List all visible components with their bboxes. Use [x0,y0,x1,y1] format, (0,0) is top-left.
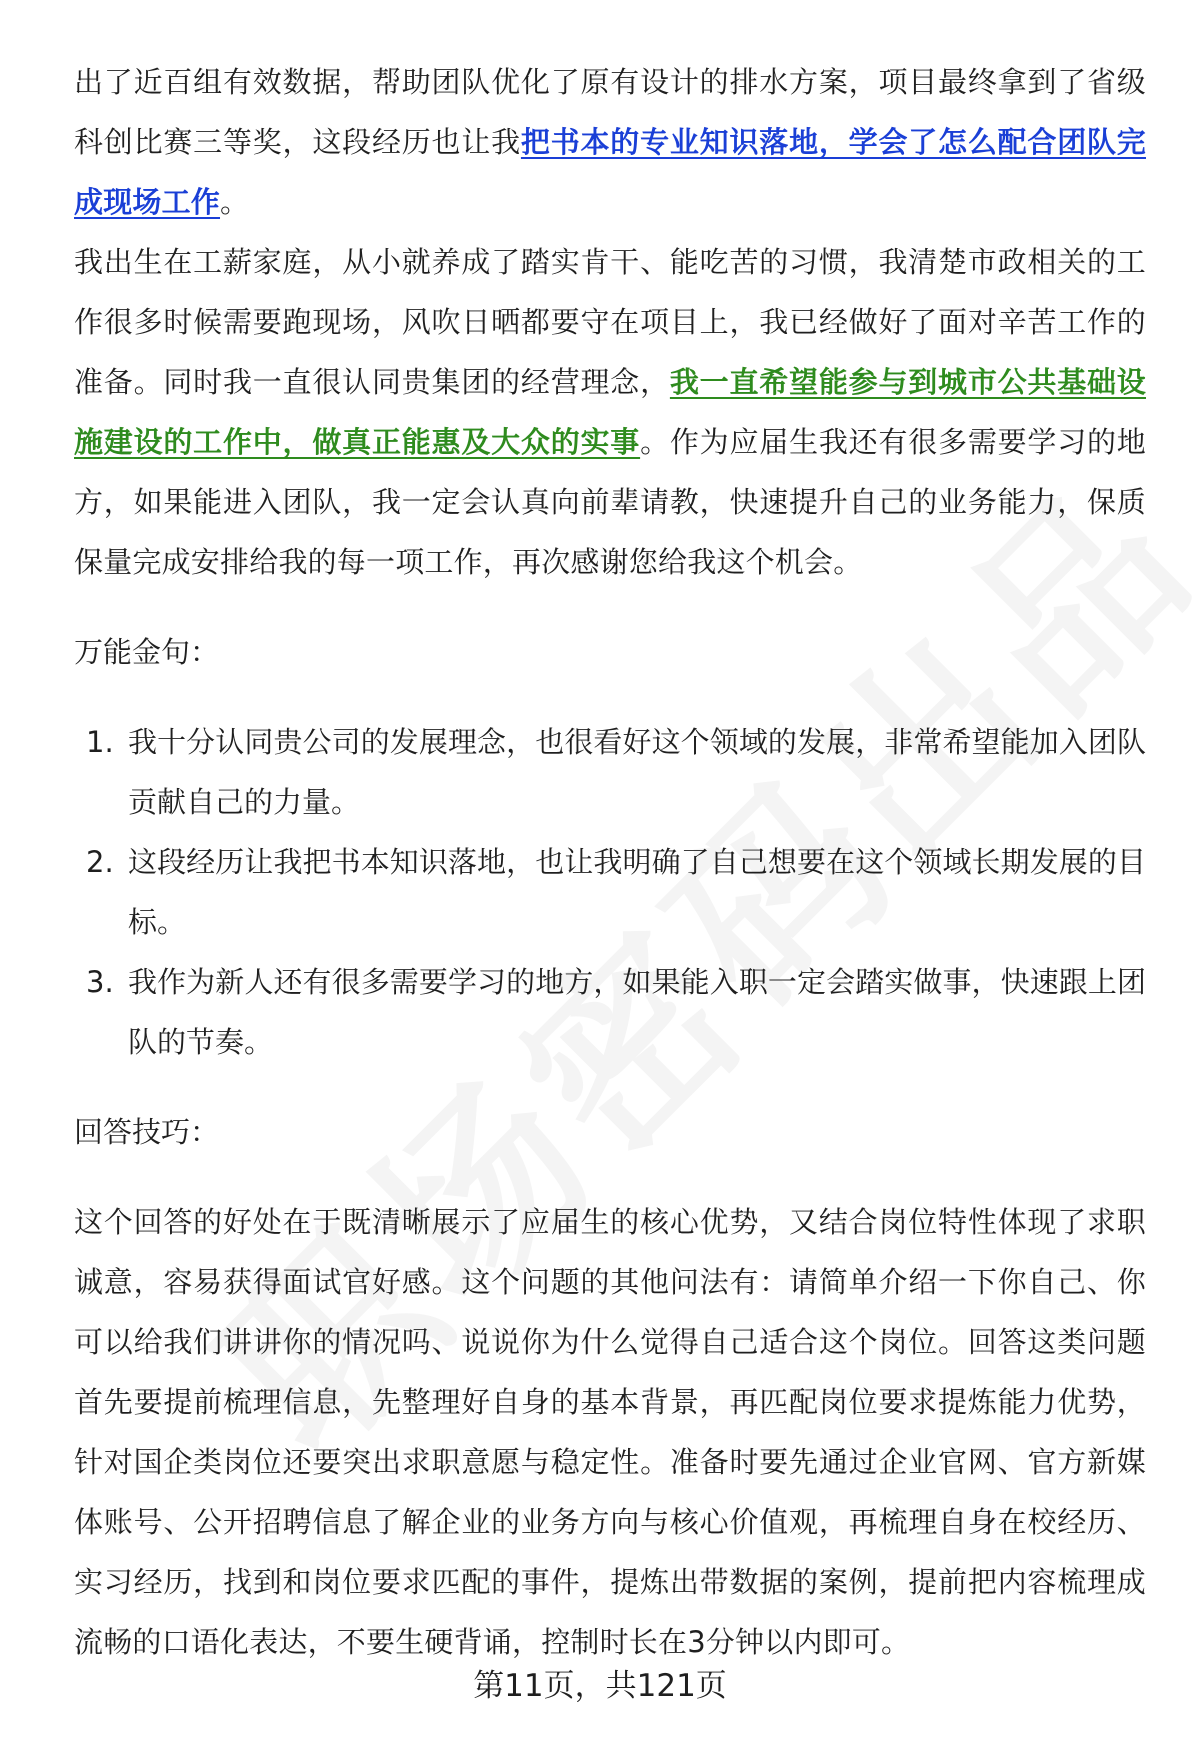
page-number-footer: 第11页，共121页 [473,1668,727,1704]
intro-p1-text: 出了近百组有效数据，帮助团队优化了原有设计的排水方案，项目最终拿到了省级科创比赛三等奖，这段经历也让我 [74,65,1146,159]
intro-p1-end: 。 [220,185,250,219]
golden-sentences-list [74,712,1146,1072]
list-item-number: 1. [86,725,114,759]
intro-p2-highlight: 我一直希望能参与到城市公共基础设施建设的工作中，做真正能惠及大众的实事 [74,365,1146,459]
answer-tips-paragraph: 这个回答的好处在于既清晰展示了应届生的核心优势，又结合岗位特性体现了求职诚意，容易获得面试官好感。这个问题的其他问法有：请简单介绍一下你自己、你可以给我们讲讲你的情况吗、说说你为什么觉得自己适合这个岗位。回答这类问题首先要提前梳理信息，先整理好自身的基本背景，再匹配岗位要求提炼能力优势，针对国企类岗位还要突出求职意愿与稳定性。准备时要先通过企业官网、官方新媒体账号、公开招聘信息了解企业的业务方向与核心价值观，再梳理自身在校经历、实习经历，找到和岗位要求匹配的事件，提炼出带数据的案例，提前把内容梳理成流畅的口语化表达，不要生硬背诵，控制时长在3分钟以内即可。 [74,1205,1146,1659]
list-item-text: 我作为新人还有很多需要学习的地方，如果能入职一定会踏实做事，快速跟上团队的节奏。 [128,965,1146,1059]
list-item [74,832,1146,952]
list-item-number: 2. [86,845,114,879]
golden-sentences-label: 万能金句： [74,635,220,669]
list-item [74,952,1146,1072]
list-item-number: 3. [86,965,114,999]
intro-paragraph-2 [74,232,1146,592]
intro-paragraph-1 [74,52,1146,232]
intro-p2-end: 。作为应届生我还有很多需要学习的地方，如果能进入团队，我一定会认真向前辈请教，快速提升自己的业务能力，保质保量完成安排给我的每一项工作，再次感谢您给我这个机会。 [74,425,1146,579]
intro-p1-highlight: 把书本的专业知识落地，学会了怎么配合团队完成现场工作 [74,125,1146,219]
list-item [74,712,1146,832]
intro-p2-text: 我出生在工薪家庭，从小就养成了踏实肯干、能吃苦的习惯，我清楚市政相关的工作很多时候需要跑现场，风吹日晒都要守在项目上，我已经做好了面对辛苦工作的准备。同时我一直很认同贵集团的经营理念， [74,245,1146,399]
list-item-text: 这段经历让我把书本知识落地，也让我明确了自己想要在这个领域长期发展的目标。 [128,845,1146,939]
answer-tips-label: 回答技巧： [74,1115,220,1149]
document-page [74,52,1146,1672]
list-item-text: 我十分认同贵公司的发展理念，也很看好这个领域的发展，非常希望能加入团队贡献自己的力量。 [128,725,1146,819]
